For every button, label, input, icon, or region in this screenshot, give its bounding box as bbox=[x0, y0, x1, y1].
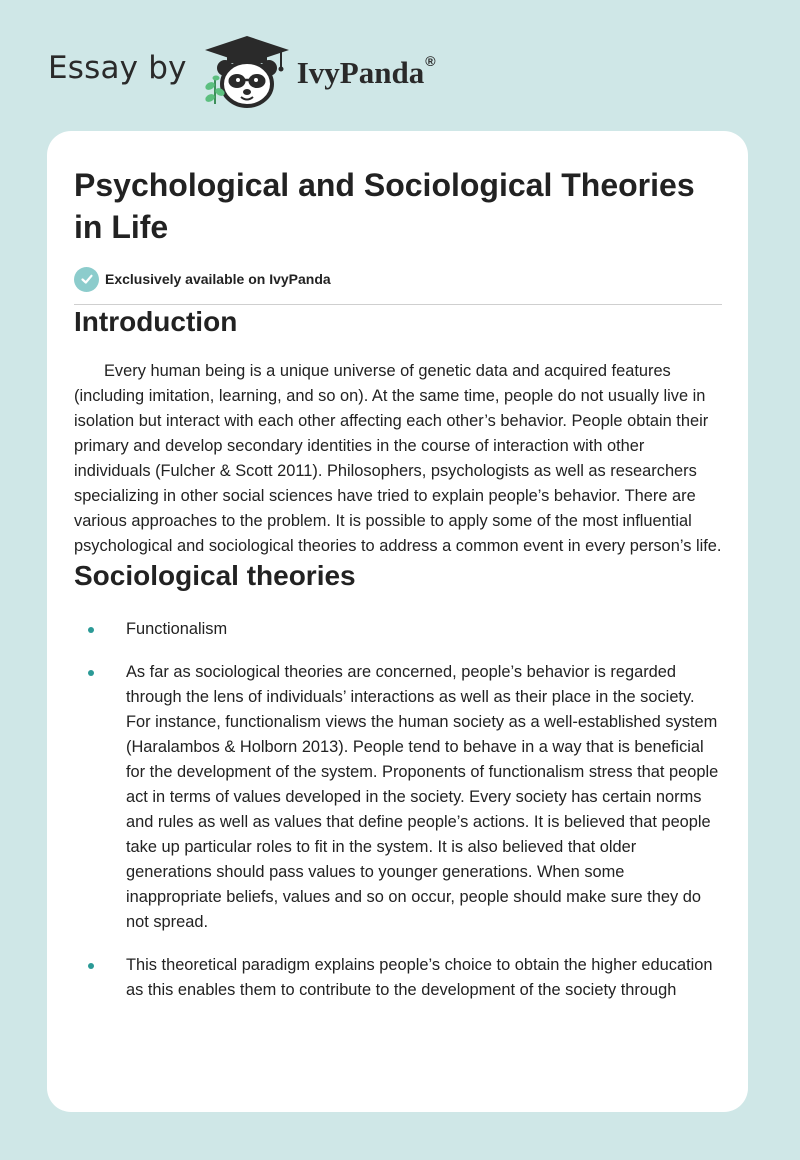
list-item-text: Functionalism bbox=[126, 620, 228, 638]
essay-content bbox=[47, 131, 748, 1003]
introduction-paragraph: Every human being is a unique universe of genetic data and acquired features (including imitation, learning, and so on). At the same time, people do not usually live in isolation but interact with each other affecting each other’s behavior. People obtain their primary and develop secondary identities in the course of interaction with other individuals (Fulcher & Scott 2011). Philosophers, psychologists as well as researchers specializing in other social sciences have tried to explain people’s behavior. There are various approaches to the problem. It is possible to apply some of the most influential psychological and sociological theories to address a common event in every person’s life. bbox=[74, 362, 722, 555]
ivypanda-logo-link[interactable] bbox=[201, 34, 436, 110]
sociological-theories-list bbox=[74, 617, 722, 1003]
brand-name bbox=[297, 55, 436, 91]
essay-title: Psychological and Sociological Theories in Life bbox=[74, 167, 695, 245]
introduction-heading: Introduction bbox=[74, 306, 238, 337]
sociological-theories-heading: Sociological theories bbox=[74, 560, 356, 591]
introduction-section bbox=[74, 305, 722, 559]
bullet-dot-icon bbox=[88, 963, 94, 969]
bullet-dot-icon bbox=[88, 670, 94, 676]
check-mark-icon bbox=[80, 272, 94, 286]
sociological-theories-section bbox=[74, 559, 722, 1003]
brand-name-text: IvyPanda bbox=[296, 55, 425, 90]
panda-graduate-icon bbox=[201, 34, 293, 110]
essay-card bbox=[47, 131, 748, 1112]
list-item bbox=[74, 953, 722, 1003]
bullet-dot-icon bbox=[88, 627, 94, 633]
exclusive-badge bbox=[74, 266, 722, 292]
list-item-text: This theoretical paradigm explains people’s choice to obtain the higher education as this enables them to contribute to the development of the society through bbox=[126, 956, 713, 999]
check-circle-icon bbox=[74, 267, 99, 292]
list-item bbox=[74, 660, 722, 935]
registered-mark: ® bbox=[425, 53, 436, 69]
list-item-text: As far as sociological theories are concerned, people’s behavior is regarded through the lens of individuals’ interactions as well as their place in the society. For instance, functionalism views the human society as a well-established system (Haralambos & Holborn 2013). People tend to behave in a way that is beneficial for the development of the system. Proponents of functionalism stress that people act in terms of values developed in the society. Every society has certain norms and rules as well as values that define people’s actions. It is believed that people take up particular roles to fit in the system. It is also believed that older generations should pass values to younger generations. When some inappropriate beliefs, values and so on occur, people should make sure they do not spread. bbox=[126, 663, 719, 931]
site-header bbox=[48, 34, 436, 110]
brand-prefix: Essay by bbox=[48, 50, 187, 86]
exclusive-label: Exclusively available on IvyPanda bbox=[105, 271, 331, 287]
list-item bbox=[74, 617, 722, 642]
